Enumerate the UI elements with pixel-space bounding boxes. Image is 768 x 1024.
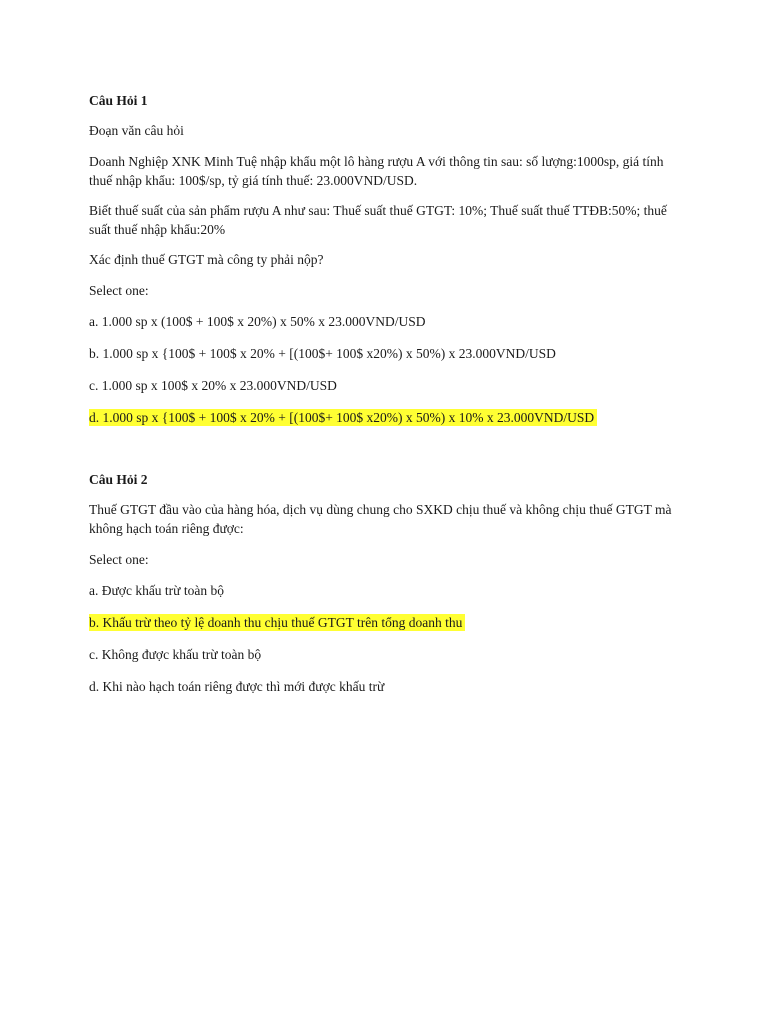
- question-1-option-d: [89, 408, 689, 427]
- question-1-intro: Đoạn văn câu hỏi: [89, 123, 184, 138]
- question-1-option-a: [89, 312, 689, 331]
- option-text: c. Không được khấu trừ toàn bộ: [89, 647, 262, 662]
- option-text: d. Khi nào hạch toán riêng được thì mới được khấu trừ: [89, 679, 385, 694]
- question-2-select-label: Select one:: [89, 552, 149, 567]
- question-2: [89, 470, 689, 696]
- question-2-option-a: [89, 581, 689, 600]
- option-text: c. 1.000 sp x 100$ x 20% x 23.000VND/USD: [89, 378, 337, 393]
- question-1-paragraph-1: Doanh Nghiệp XNK Minh Tuệ nhập khẩu một lô hàng rượu A với thông tin sau: số lượng:1000sp, giá tính thuế nhập khẩu: 100$/sp, tỷ giá tính thuế: 23.000VND/USD.: [89, 154, 664, 188]
- highlighted-answer: d. 1.000 sp x {100$ + 100$ x 20% + [(100$+ 100$ x20%) x 50%) x 10% x 23.000VND/USD: [89, 409, 597, 426]
- question-2-option-b: [89, 613, 689, 632]
- question-1-select-label: Select one:: [89, 283, 149, 298]
- question-2-title: Câu Hỏi 2: [89, 472, 148, 487]
- question-1-option-b: [89, 344, 689, 363]
- question-1: [89, 91, 689, 427]
- question-1-prompt: Xác định thuế GTGT mà công ty phải nộp?: [89, 252, 324, 267]
- option-text: b. 1.000 sp x {100$ + 100$ x 20% + [(100$+ 100$ x20%) x 50%) x 23.000VND/USD: [89, 346, 556, 361]
- option-text: a. 1.000 sp x (100$ + 100$ x 20%) x 50% x 23.000VND/USD: [89, 314, 426, 329]
- question-2-option-c: [89, 645, 689, 664]
- option-text: a. Được khấu trừ toàn bộ: [89, 583, 224, 598]
- spacer: [89, 440, 689, 470]
- question-1-title: Câu Hỏi 1: [89, 93, 148, 108]
- document-page: [89, 91, 689, 709]
- question-1-paragraph-2: Biết thuế suất của sản phẩm rượu A như sau: Thuế suất thuế GTGT: 10%; Thuế suất thuế TTĐB:50%; thuế suất thuế nhập khẩu:20%: [89, 203, 667, 237]
- question-2-option-d: [89, 677, 689, 696]
- question-2-paragraph-1: Thuế GTGT đầu vào của hàng hóa, dịch vụ dùng chung cho SXKD chịu thuế và không chịu thuế GTGT mà không hạch toán riêng được:: [89, 502, 672, 536]
- question-1-option-c: [89, 376, 689, 395]
- highlighted-answer: b. Khấu trừ theo tỷ lệ doanh thu chịu thuế GTGT trên tổng doanh thu: [89, 614, 465, 631]
